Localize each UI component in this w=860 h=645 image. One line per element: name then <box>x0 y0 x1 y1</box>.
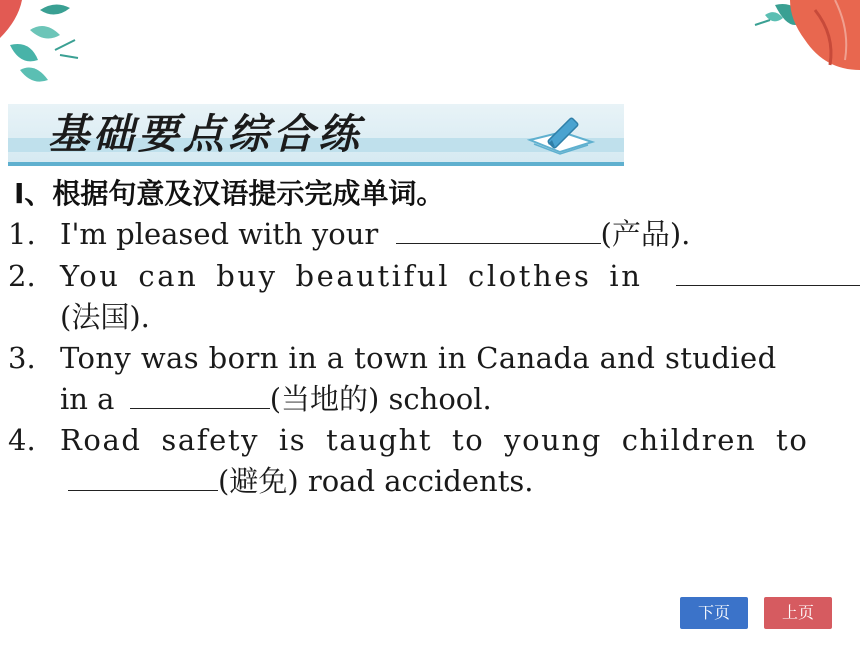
question-text: in a <box>60 382 115 416</box>
question-number: 2. <box>8 259 36 293</box>
answer-blank[interactable] <box>68 464 218 491</box>
answer-blank[interactable] <box>676 259 860 286</box>
notebook-pen-icon <box>522 110 602 158</box>
question-1 <box>8 214 808 255</box>
question-text: I'm pleased with your <box>60 217 379 251</box>
answer-blank[interactable] <box>396 217 601 244</box>
previous-page-button[interactable]: 上页 <box>764 597 832 629</box>
banner-title: 基础要点综合练 <box>48 110 363 158</box>
question-number: 4. <box>8 423 36 457</box>
question-text: Tony was born in a town in Canada and studied <box>60 341 777 375</box>
question-text: You can buy beautiful clothes in <box>60 259 643 293</box>
question-4 <box>8 420 808 502</box>
leaf-decoration-right <box>735 0 860 75</box>
answer-blank[interactable] <box>130 382 270 409</box>
section-banner <box>8 104 624 166</box>
question-hint: (产品). <box>600 217 691 251</box>
next-page-button[interactable]: 下页 <box>680 597 748 629</box>
question-number: 1. <box>8 217 36 251</box>
exercise-heading: Ⅰ、根据句意及汉语提示完成单词。 <box>14 177 445 210</box>
question-number: 3. <box>8 341 36 375</box>
question-hint: (当地的) school. <box>269 382 492 416</box>
question-3 <box>8 338 808 420</box>
question-2 <box>8 256 808 338</box>
leaf-decoration-left <box>0 0 80 90</box>
question-hint: (法国). <box>60 300 150 334</box>
question-text: Road safety is taught to young children to <box>60 423 809 457</box>
question-hint: (避免) road accidents. <box>218 464 534 498</box>
